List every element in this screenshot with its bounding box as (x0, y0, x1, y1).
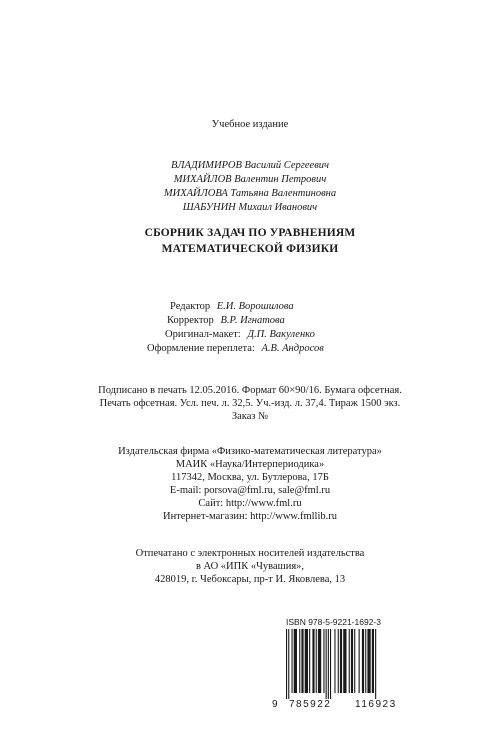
credit-role: Корректор (167, 315, 214, 326)
barcode-bar (299, 629, 300, 693)
credit-line (147, 342, 324, 355)
barcode-bar (288, 629, 289, 699)
credit-line (167, 314, 285, 327)
book-title-line: МАТЕМАТИЧЕСКОЙ ФИЗИКИ (161, 243, 339, 255)
barcode-bar (365, 629, 366, 693)
credit-role: Редактор (170, 301, 211, 312)
barcode-bar (312, 629, 314, 693)
book-title-line: СБОРНИК ЗАДАЧ ПО УРАВНЕНИЯМ (144, 227, 356, 239)
publisher-line: Издательская фирма «Физико-математическая литература» (118, 446, 382, 457)
printer-line: 428019, г. Чебоксары, пр-т И. Яковлева, 13 (154, 574, 346, 585)
credit-name: А.В. Андросов (261, 343, 324, 354)
credit-name: Д.П. Вакуленко (247, 329, 315, 340)
barcode-bar (372, 629, 374, 693)
publisher-line: МАИК «Наука/Интерпериодика» (175, 459, 325, 470)
edition-label: Учебное издание (211, 119, 289, 130)
barcode-bar (318, 629, 321, 693)
barcode-bar (334, 629, 335, 693)
barcode-bar (354, 629, 355, 693)
credit-name: В.Р. Игнатова (220, 315, 285, 326)
credit-role: Оформление переплета: (147, 343, 255, 354)
barcode-bar (323, 629, 324, 693)
barcode-bar (362, 629, 364, 693)
barcode-bar (351, 629, 353, 693)
author-line: МИХАЙЛОВА Татьяна Валентиновна (163, 188, 337, 199)
barcode-bar (359, 629, 360, 693)
barcode-bar (294, 629, 297, 693)
print-info-line: Заказ № (231, 411, 269, 422)
barcode-bar (316, 629, 317, 693)
print-info-line: Печать офсетная. Усл. печ. л. 32,5. Уч.-изд. л. 37,4. Тираж 1500 экз. (99, 398, 401, 409)
barcode-bar (328, 629, 329, 699)
barcode-bar (292, 629, 293, 693)
barcode-bar (375, 629, 376, 699)
publisher-line: E-mail: porsova@fml.ru, sale@fml.ru (169, 485, 331, 496)
barcode-digit-first: 9 (272, 699, 280, 710)
credit-role: Оригинал-макет: (165, 329, 241, 340)
barcode-bar (305, 629, 308, 693)
barcode-bar (338, 629, 339, 693)
barcode-bar (340, 629, 342, 693)
author-line: МИХАЙЛОВ Валентин Петрович (173, 174, 327, 185)
barcode-bar (301, 629, 303, 693)
author-line: ВЛАДИМИРОВ Василий Сергеевич (170, 160, 330, 171)
publisher-line: Сайт: http://www.fml.ru (198, 498, 302, 509)
publisher-line: 117342, Москва, ул. Бутлерова, 17Б (171, 472, 329, 483)
print-info-line: Подписано в печать 12.05.2016. Формат 60×90/16. Бумага офсетная. (98, 385, 402, 396)
printer-line: Отпечатано с электронных носителей издательства (135, 548, 365, 559)
barcode-bar (309, 629, 310, 693)
barcode-bar (326, 629, 327, 699)
printer-line: в АО «ИПК «Чувашия», (195, 561, 305, 572)
credit-line (165, 328, 315, 341)
barcode-bar (367, 629, 370, 693)
barcode-bar (330, 629, 331, 699)
barcode-bar (349, 629, 350, 693)
publisher-line: Интернет-магазин: http://www.fmllib.ru (162, 511, 337, 522)
barcode-bar (343, 629, 346, 693)
barcode-digits-left: 785922 (289, 699, 332, 710)
author-line: ШАБУНИН Михаил Иванович (182, 202, 318, 213)
isbn-label: ISBN 978-5-9221-1692-3 (286, 617, 381, 627)
barcode-digits-right: 116923 (355, 699, 397, 710)
barcode-bar (286, 629, 287, 699)
credit-line (170, 300, 294, 313)
isbn-barcode (280, 629, 415, 699)
credit-name: Е.И. Ворошилова (216, 301, 294, 312)
